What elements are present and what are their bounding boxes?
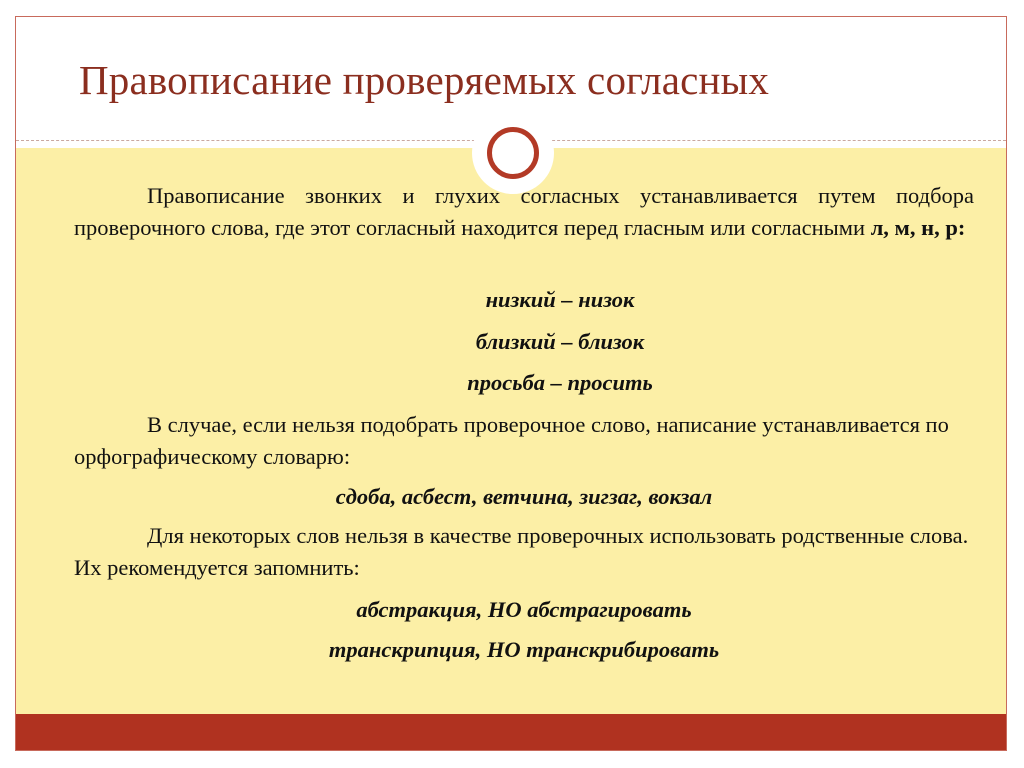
ring-icon xyxy=(487,127,539,179)
dictionary-examples: сдоба, асбест, ветчина, зигзаг, вокзал xyxy=(335,484,713,509)
bottom-bar xyxy=(16,714,1006,750)
dictionary-paragraph: В случае, если нельзя подобрать проверочное слово, написание устанавливается по орфографическому словарю: xyxy=(74,412,949,469)
example-pair: близкий – близок xyxy=(475,329,645,354)
example-pair: просьба – просить xyxy=(467,370,653,395)
rule-paragraph xyxy=(74,180,974,244)
remember-example: абстракция, НО абстрагировать xyxy=(356,597,692,622)
slide-title: Правописание проверяемых согласных xyxy=(79,57,770,103)
example-pair: низкий – низок xyxy=(485,287,635,312)
rule-letters: л, м, н, р: xyxy=(870,215,966,240)
remember-paragraph: Для некоторых слов нельзя в качестве проверочных использовать родственные слова. Их рекомендуется запомнить: xyxy=(74,523,969,580)
rule-text: Правописание звонких и глухих согласных устанавливается путем подбора проверочного слова, где этот согласный находится перед гласным или согласными xyxy=(74,183,974,240)
remember-example: транскрипция, НО транскрибировать xyxy=(328,637,720,662)
